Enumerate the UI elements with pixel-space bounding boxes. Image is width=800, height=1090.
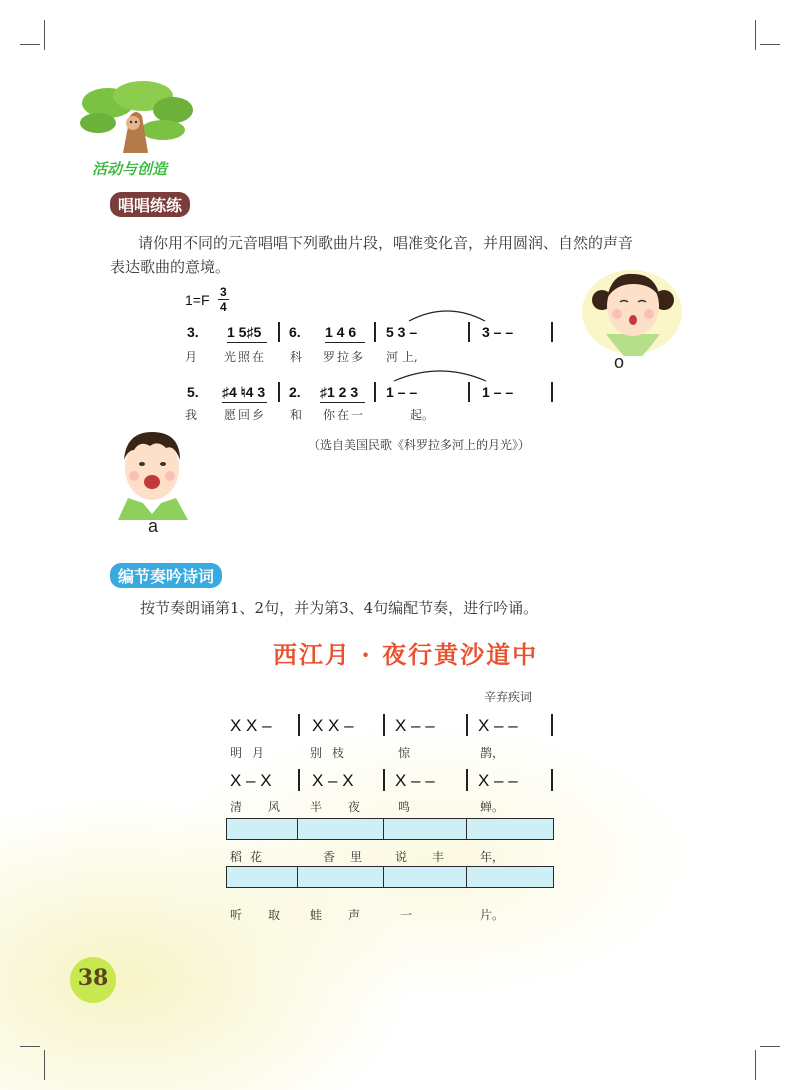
lyric: 和 [290,408,303,422]
tree-icon [78,78,193,158]
lyric: 你在一 [323,408,366,422]
rhythm-blank-cell[interactable] [466,866,554,888]
poem-char: 稻 [230,850,243,864]
bar-line [278,382,280,402]
poem-char: 蝉。 [480,800,505,814]
bar-line [468,322,470,342]
lyric: 光照在 [224,350,267,364]
rhythm-measure: X – – [395,716,435,735]
note-group: 1 – – [482,384,514,400]
note-group: 1 5♯5 [227,324,262,340]
crop-mark [44,1050,45,1080]
bar-line [551,769,553,791]
poem-char: 听 [230,908,243,922]
note-group: 5. [187,384,199,400]
bar-line [466,714,468,736]
bar-line [466,769,468,791]
lyric: 罗拉多 [323,350,366,364]
boy-vowel-label: a [148,516,159,536]
poem-char: 取 [268,908,281,922]
poem-title: 西江月 · 夜行黄沙道中 [273,640,539,669]
rhythm-measure: X – X [312,771,354,790]
underline-beam [325,342,365,343]
bar-line [551,382,553,402]
rhythm-blank-cell[interactable] [226,866,299,888]
poem-char: 蛙 [310,908,323,922]
underline-beam [227,342,267,343]
poem-char: 月 [252,746,265,760]
activity-label: 活动与创造 [92,160,168,178]
underline-beam [320,402,365,403]
poem-author: 辛弃疾词 [484,690,533,704]
instruction-line-2: 表达歌曲的意境。 [110,258,231,276]
crop-mark [760,1046,780,1047]
rhythm-blank-cell[interactable] [297,818,385,840]
poem-char: 枝 [332,746,345,760]
bar-line [383,714,385,736]
crop-mark [755,1050,756,1080]
tie-arc [390,365,490,385]
note-group: 1 – – [386,384,418,400]
poem-char: 一 [400,908,413,922]
section-title-rhythm: 编节奏吟诗词 [110,563,222,588]
poem-char: 惊 [398,746,411,760]
bar-line [298,714,300,736]
poem-char: 丰 [432,850,445,864]
lyric: 我 [185,408,198,422]
time-signature-top: 3 [220,285,227,299]
note-group: ♯1 2 3 [320,384,359,400]
poem-char: 鸣 [398,800,411,814]
note-group: 6. [289,324,301,340]
rhythm-blank-cell[interactable] [383,818,468,840]
girl-vowel-label: o [614,352,625,372]
poem-char: 花 [250,850,263,864]
underline-beam [222,402,267,403]
lyric: 科 [290,350,303,364]
crop-mark [760,44,780,45]
time-signature-bottom: 4 [220,300,227,314]
bar-line [374,322,376,342]
poem-char: 鹊， [480,746,505,760]
girl-singing-illustration [572,262,682,357]
boy-singing-illustration [110,420,195,520]
lyric: 河 上, [386,350,418,364]
lyric: 愿回乡 [224,408,267,422]
poem-char: 香 [323,850,336,864]
rhythm-measure: X – – [395,771,435,790]
instruction-line-1: 请你用不同的元音唱唱下列歌曲片段，唱准变化音，并用圆润、自然的声音 [138,234,634,252]
lyric: 起。 [410,408,435,422]
bar-line [551,714,553,736]
rhythm-measure: X – X [230,771,272,790]
poem-char: 风 [268,800,281,814]
poem-char: 年， [480,850,505,864]
tie-arc [405,305,490,325]
poem-char: 半 [310,800,323,814]
poem-char: 里 [350,850,363,864]
bar-line [383,769,385,791]
note-group: 5 3 – [386,324,418,340]
bar-line [551,322,553,342]
rhythm-blank-cell[interactable] [383,866,468,888]
lyric: 月 [185,350,198,364]
poem-char: 夜 [348,800,361,814]
song-source: （选自美国民歌《科罗拉多河上的月光》） [308,438,531,452]
bar-line [468,382,470,402]
rhythm-instruction: 按节奏朗诵第1、2句，并为第3、4句编配节奏，进行吟诵。 [140,599,539,617]
poem-char: 明 [230,746,243,760]
rhythm-measure: X – – [478,771,518,790]
poem-char: 说 [395,850,408,864]
bar-line [298,769,300,791]
poem-char: 别 [310,746,323,760]
rhythm-measure: X – – [478,716,518,735]
rhythm-measure: X X – [312,716,354,735]
poem-char: 清 [230,800,243,814]
note-group: 1 4 6 [325,324,357,340]
poem-char: 片。 [480,908,505,922]
crop-mark [44,20,45,50]
bar-line [278,322,280,342]
crop-mark [755,20,756,50]
page-number: 38 [77,965,109,991]
note-group: 3 – – [482,324,514,340]
section-title-sing: 唱唱练练 [110,192,190,217]
crop-mark [20,44,40,45]
rhythm-blank-cell[interactable] [297,866,385,888]
rhythm-blank-cell[interactable] [466,818,554,840]
note-group: 2. [289,384,301,400]
crop-mark [20,1046,40,1047]
note-group: ♯4 ♮4 3 [222,384,266,400]
note-group: 3. [187,324,199,340]
bar-line [374,382,376,402]
key-signature: 1=F [185,292,210,308]
rhythm-blank-cell[interactable] [226,818,299,840]
rhythm-measure: X X – [230,716,272,735]
poem-char: 声 [348,908,361,922]
